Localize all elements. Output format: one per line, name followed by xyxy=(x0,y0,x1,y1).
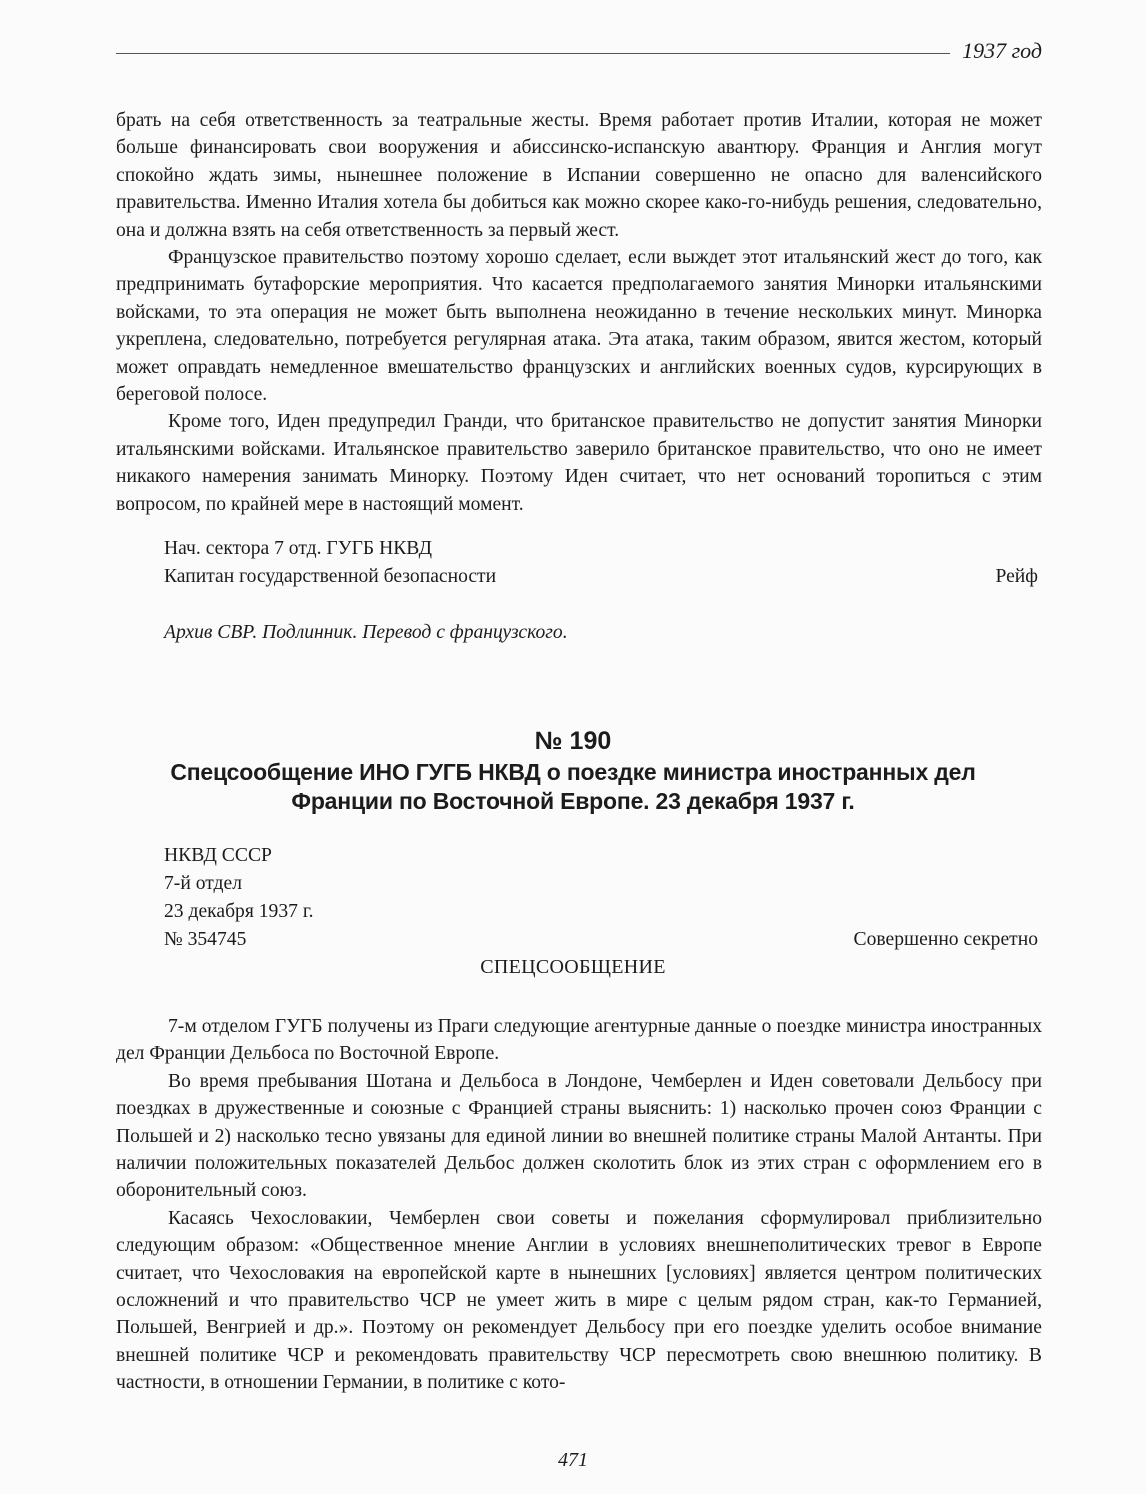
document-number: № 190 xyxy=(534,727,612,755)
running-head xyxy=(116,36,1042,66)
doc-date: 23 декабря 1937 г. xyxy=(164,901,314,922)
paragraph: Кроме того, Иден предупредил Гранди, что британское правительство не допустит занятия Минорки итальянскими войсками. Итальянское правительство заверило британское правительство, что оно не имеет никакого намерения занимать Минорку. Поэтому Иден считает, что нет оснований торопиться с этим вопросом, по крайней мере в настоящий момент. xyxy=(116,411,1042,515)
document-title: Спецсообщение ИНО ГУГБ НКВД о поездке министра иностранных дел Франции по Восточной Европе. 23 декабря 1937 г. xyxy=(170,759,976,814)
doc-heading: СПЕЦСООБЩЕНИЕ xyxy=(480,956,666,978)
signature-rank: Капитан государственной безопасности xyxy=(164,566,497,587)
running-head-year: 1937 год xyxy=(962,38,1042,63)
paragraph: Касаясь Чехословакии, Чемберлен свои советы и пожелания сформулировал приблизительно следующим образом: «Общественное мнение Англии в условиях внешнеполитических тревог в Европе считает, что Чехословакия на европейской карте в нынешних [условиях] является центром политических осложнений и что правительство ЧСР не умеет жить в мире с целым рядом стран, как-то Германией, Польшей, Венгрией и др.». Поэтому он рекомендует Дельбосу при его поездке уделить особое внимание внешней политике ЧСР и рекомендовать правительству ЧСР пересмотреть свою внешнюю политику. В частности, в отношении Германии, в политике с кото- xyxy=(116,1207,1042,1394)
doc-dept: 7-й отдел xyxy=(164,873,242,894)
document-body xyxy=(116,1013,1042,1397)
paragraph: 7-м отделом ГУГБ получены из Праги следующие агентурные данные о поездке министра иностранных дел Франции Дельбоса по Восточной Европе. xyxy=(116,1016,1042,1065)
continuation-text xyxy=(116,107,1042,518)
page-number: 471 xyxy=(558,1449,588,1471)
header-rule xyxy=(116,53,950,54)
paragraph: Французское правительство поэтому хорошо сделает, если выждет этот итальянский жест до того, как предпринимать бутафорские мероприятия. Что касается предполагаемого занятия Минорки итальянскими войсками, то эта операция не может быть выполнена неожиданно в течение нескольких минут. Минорка укреплена, следовательно, потребуется регулярная атака. Эта атака, таким образом, явится жестом, который может оправдать немедленное вмешательство французских и английских военных судов, курсирующих в береговой полосе. xyxy=(116,247,1042,406)
archive-note: Архив СВР. Подлинник. Перевод с французского. xyxy=(164,622,568,643)
signature-name: Рейф xyxy=(995,566,1038,587)
signature-position: Нач. сектора 7 отд. ГУГБ НКВД xyxy=(164,538,432,559)
paragraph: брать на себя ответственность за театральные жесты. Время работает против Италии, которая не может больше финансировать свои вооружения и абиссинско-испанскую авантюру. Франция и Англия могут спокойно ждать зимы, нынешнее положение в Испании совершенно не опасно для валенсийского правительства. Именно Италия хотела бы добиться как можно скорее како-го-нибудь решения, следовательно, она и должна взять на себя ответственность за первый жест. xyxy=(116,110,1042,241)
doc-org: НКВД СССР xyxy=(164,845,272,866)
doc-reg-number: № 354745 xyxy=(164,929,247,950)
doc-classification: Совершенно секретно xyxy=(853,929,1038,950)
paragraph: Во время пребывания Шотана и Дельбоса в Лондоне, Чемберлен и Иден советовали Дельбосу при поездках в дружественные и союзные с Францией страны выяснить: 1) насколько прочен союз Франции с Польшей и 2) насколько тесно увязаны для единой линии во внешней политике страны Малой Антанты. При наличии положительных показателей Дельбос должен сколотить блок из этих стран с оформлением его в оборонительный союз. xyxy=(116,1070,1042,1202)
